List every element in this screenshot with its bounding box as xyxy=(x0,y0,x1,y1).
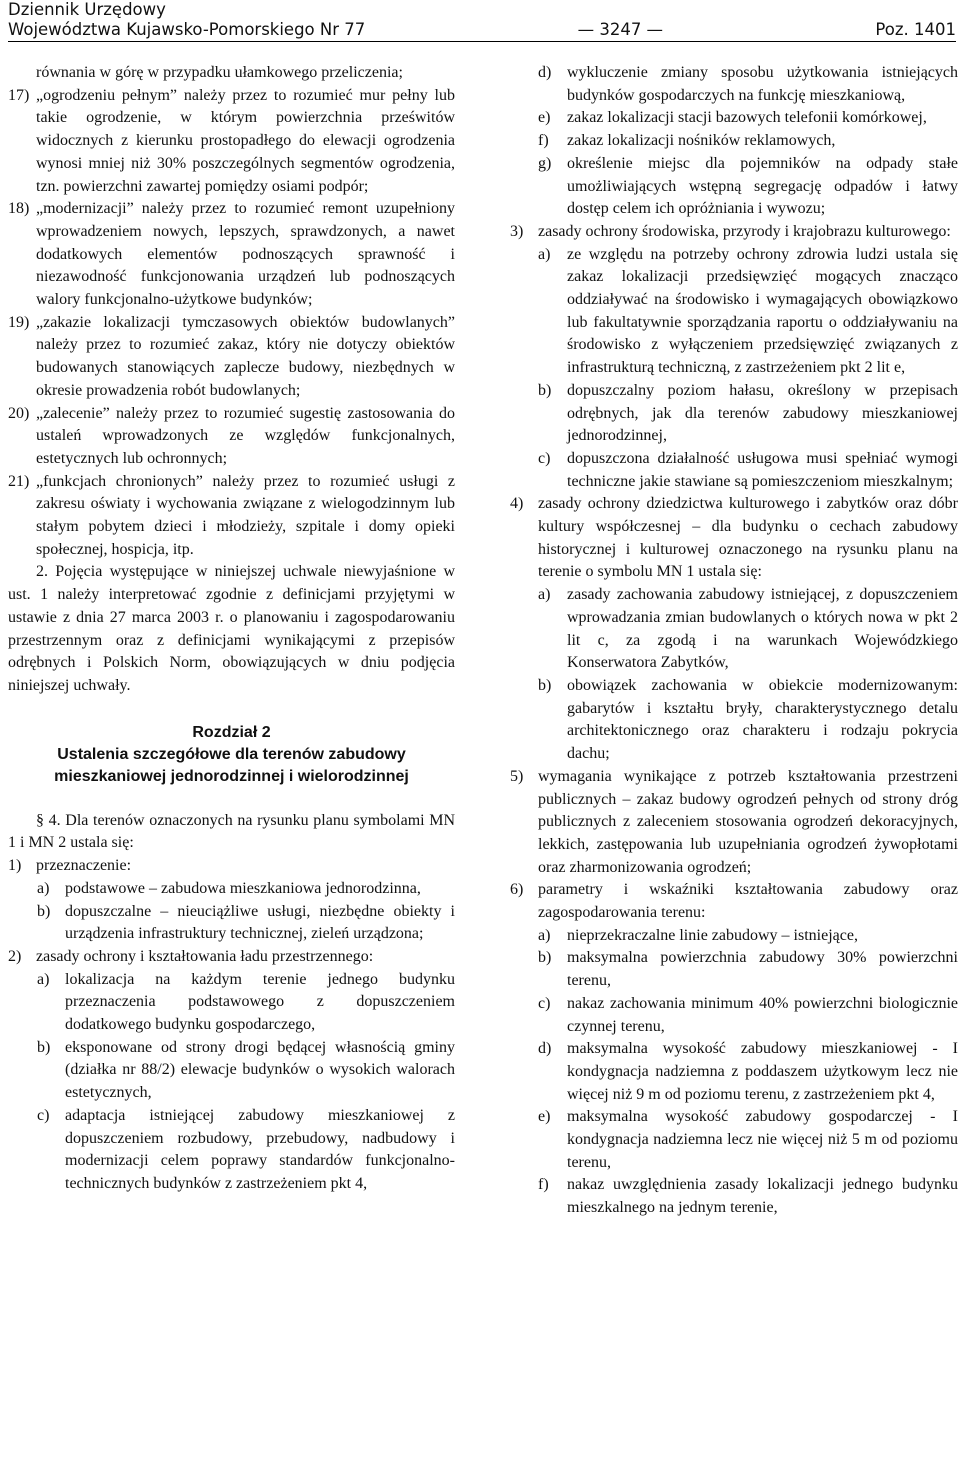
item-2c: c) adaptacja istniejącej zabudowy mieszkaniowej z dopuszczeniem rozbudowy, przebudowy, nadbudowy i modernizacji celem poprawy standardów funkcjonalno-technicznych budynków z zastrzeżeniem pkt 4, xyxy=(37,1106,455,1192)
item-6b: b) maksymalna powierzchnia zabudowy 30% powierzchni terenu, xyxy=(538,949,958,990)
header-rule xyxy=(8,41,956,42)
continued-text: równania w górę w przypadku ułamkowego przeliczenia; xyxy=(36,64,403,81)
chapter-number: Rozdział 2 xyxy=(192,723,271,741)
item-6f: f) nakaz uwzględnienia zasady lokalizacji jednego budynku mieszkalnego na jednym terenie, xyxy=(538,1176,958,1217)
item-5: 5) wymagania wynikające z potrzeb kształtowania przestrzeni publicznych – zakaz budowy ogrodzeń pełnych od strony dróg publicznych z zaleceniem stosowania ogrodzeń dekoracyjnych, lekkich, zastępowania lub uzupełniania ogrodzeń żywopłotami oraz zharmonizowania ogrodzeń; xyxy=(510,767,958,876)
definition-21: 21) „funkcjach chronionych” należy przez to rozumieć usługi z zakresu oświaty i wychowania związane z wielogodzinnym lub stałym pobytem dzieci i młodzieży, szpitale i domy opieki społecznej, hospicja, itp. xyxy=(8,472,455,558)
item-6c: c) nakaz zachowania minimum 40% powierzchni biologicznie czynnej terenu, xyxy=(538,994,958,1035)
definition-18: 18) „modernizacji” należy przez to rozumieć remont uzupełniony wprowadzeniem nowych, lepszych, sprawdzonych, a nawet dodatkowych elementów podnoszących sprawność i niezawodność funkcjonowania urządzeń lub podnoszących walory funkcjonalno-użytkowe budynków; xyxy=(8,200,455,309)
definition-19: 19) „zakazie lokalizacji tymczasowych obiektów budowlanych” należy przez to rozumieć zakaz, który nie dotyczy obiektów budowanych stanowiących zaplecze budowy, niezbędnych w okresie prowadzenia robót budowlanych; xyxy=(8,313,455,399)
item-3c: c) dopuszczona działalność usługowa musi spełniać wymogi techniczne jakie stawiane są pomieszczeniom mieszkalnym; xyxy=(538,449,958,490)
chapter-title-line-1: Ustalenia szczegółowe dla terenów zabudowy xyxy=(57,745,406,763)
item-1b: b) dopuszczalne – nieuciążliwe usługi, niezbędne obiekty i urządzenia infrastruktury technicznej, zieleń urządzona; xyxy=(37,902,455,943)
item-2: 2) zasady ochrony i kształtowania ładu przestrzennego: xyxy=(8,947,374,965)
item-4: 4) zasady ochrony dziedzictwa kulturowego i zabytków oraz dóbr kultury współczesnej – dla budynku o cechach zabudowy historycznej i kulturowej oznaczonego na rysunku planu na terenie o symbolu MN 1 ustala się: xyxy=(510,495,958,581)
item-6: 6) parametry i wskaźniki kształtowania zabudowy oraz zagospodarowania terenu: xyxy=(510,881,958,922)
item-2b: b) eksponowane od strony drogi będącej własnością gminy (działka nr 88/2) elewacje budynków o wysokich walorach estetycznych, xyxy=(37,1038,455,1102)
item-2g: g) określenie miejsc dla pojemników na odpady stałe umożliwiających wstępną segregację odpadów i łatwy dostęp celem ich opróżniania i wywozu; xyxy=(538,154,958,218)
item-4b: b) obowiązek zachowania w obiekcie modernizowanym: gabarytów i kształtu bryły, charakterystycznego detalu architektonicznego oraz charakteru i rodzaju pokrycia dachu; xyxy=(538,676,958,763)
page-header xyxy=(8,0,956,44)
definition-20: 20) „zalecenie” należy przez to rozumieć sugestię zastosowania do ustaleń wprowadzonych ze względów funkcjonalnych, estetycznych lub ochronnych; xyxy=(8,404,455,467)
item-6a: a) nieprzekraczalne linie zabudowy – istniejące, xyxy=(538,926,858,944)
item-6e: e) maksymalna wysokość zabudowy gospodarczej - I kondygnacja nadziemna lecz nie więcej niż 5 m od poziomu terenu, xyxy=(538,1108,958,1171)
position-number: Poz. 1401 xyxy=(875,20,956,39)
page-number: — 3247 — xyxy=(577,20,664,39)
left-column xyxy=(8,62,455,1196)
item-1: 1) przeznaczenie: xyxy=(8,857,132,875)
definition-17: 17) „ogrodzeniu pełnym” należy przez to rozumieć mur pełny lub takie ogrodzenie, w którym powierzchnia prześwitów widocznych z kierunku prostopadłego do elewacji ogrodzenia wynosi mniej niż 30% poszczególnych segmentów ogrodzenia, tzn. powierzchni zawartej pomiędzy osiami podpór; xyxy=(8,86,455,195)
item-2e: e) zakaz lokalizacji stacji bazowych telefonii komórkowej, xyxy=(538,109,927,127)
voivodeship-issue: Województwa Kujawsko-Pomorskiego Nr 77 xyxy=(8,20,366,39)
item-3b: b) dopuszczalny poziom hałasu, określony w przepisach odrębnych, jak dla terenów zabudowy mieszkaniowej jednorodzinnej, xyxy=(538,381,958,445)
item-3: 3) zasady ochrony środowiska, przyrody i krajobrazu kulturowego: xyxy=(510,222,951,240)
right-column xyxy=(510,62,958,1220)
journal-title: Dziennik Urzędowy xyxy=(8,0,166,19)
paragraph-2: 2. Pojęcia występujące w niniejszej uchwale niewyjaśnione w ust. 1 należy interpretować zgodnie z definicjami przyjętymi w ustawie z dnia 27 marca 2003 r. o planowaniu i zagospodarowaniu przestrzennym oraz z definicjami wynikającymi z przepisów odrębnych i Polskich Norm, obowiązujących w dniu podjęcia niniejszej uchwały. xyxy=(8,563,455,694)
item-2d: d) wykluczenie zmiany sposobu użytkowania istniejących budynków gospodarczych na funkcję mieszkaniową, xyxy=(538,64,958,104)
item-2a: a) lokalizacja na każdym terenie jednego budynku przeznaczenia podstawowego z dopuszczeniem dodatkowego budynku gospodarczego, xyxy=(37,970,455,1034)
section-4: § 4. Dla terenów oznaczonych na rysunku planu symbolami MN 1 i MN 2 ustala się: xyxy=(8,811,455,852)
item-6d: d) maksymalna wysokość zabudowy mieszkaniowej - I kondygnacja nadziemna z poddaszem użytkowym lecz nie więcej niż 9 m od poziomu terenu, z zastrzeżeniem pkt 4, xyxy=(538,1040,958,1103)
item-3a: a) ze względu na potrzeby ochrony zdrowia ludzi ustala się zakaz lokalizacji przedsięwzięć mogących znacząco oddziaływać na środowisko i wymagających obowiązkowo lub fakultatywnie sporządzania raportu o oddziaływaniu na środowisko z wyłączeniem przedsięwzięć związanych z infrastrukturą techniczną, z zastrzeżeniem pkt 2 lit e, xyxy=(538,245,958,377)
chapter-title-line-2: mieszkaniowej jednorodzinnej i wielorodzinnej xyxy=(54,767,409,785)
item-4a: a) zasady zachowania zabudowy istniejącej, z dopuszczeniem wprowadzania zmian budowlanych o których nowa w pkt 2 lit c, za zgodą i na warunkach Wojewódzkiego Konserwatora Zabytków, xyxy=(538,586,958,672)
header-row xyxy=(8,20,956,40)
item-1a: a) podstawowe – zabudowa mieszkaniowa jednorodzinna, xyxy=(37,879,421,897)
item-2f: f) zakaz lokalizacji nośników reklamowych, xyxy=(538,132,836,150)
